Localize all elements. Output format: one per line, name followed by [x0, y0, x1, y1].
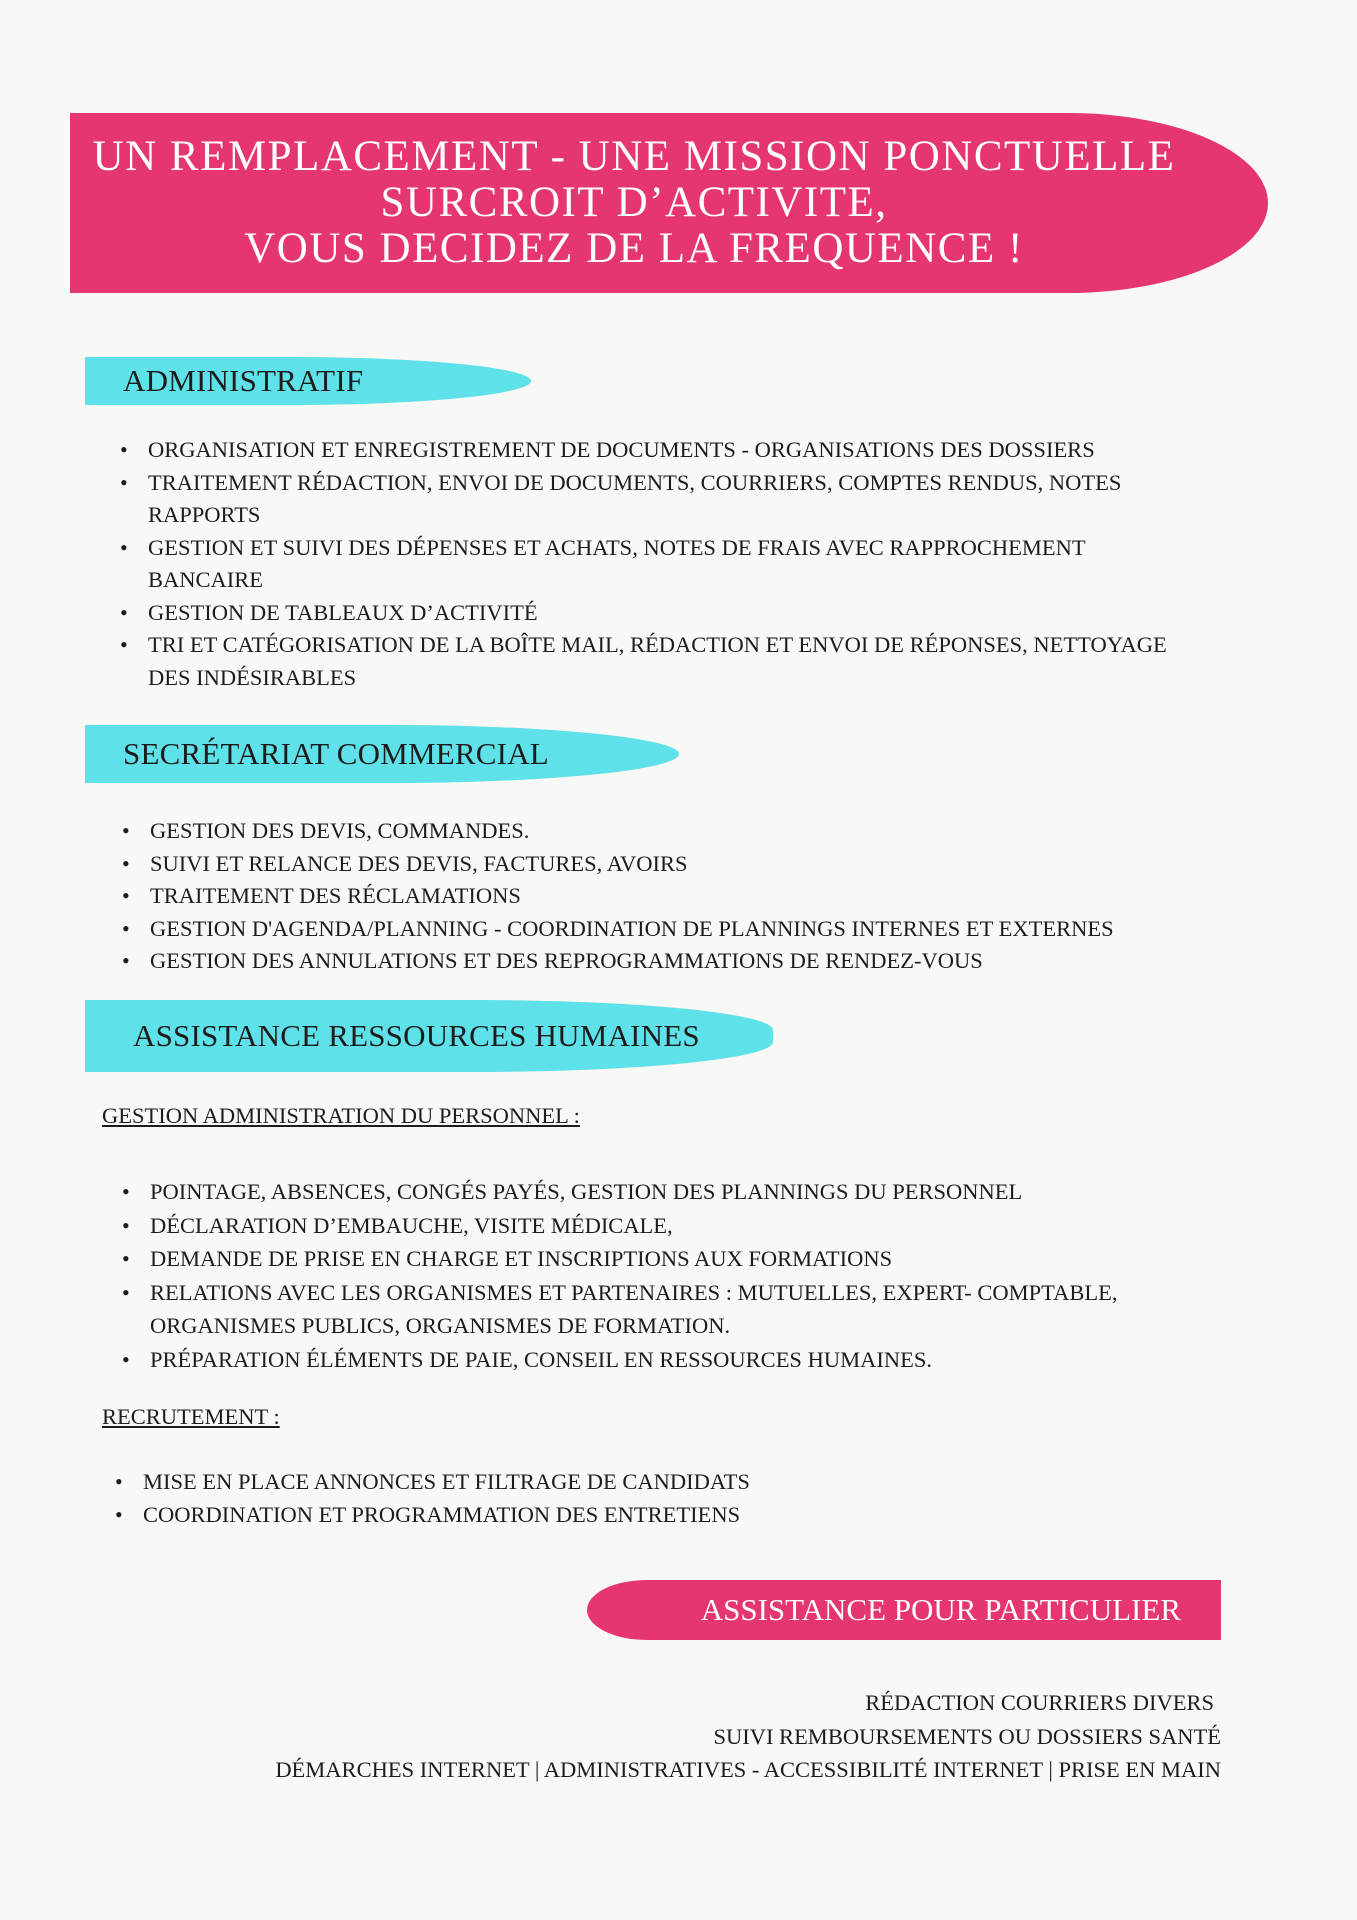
- list-item: • POINTAGE, ABSENCES, CONGÉS PAYÉS, GESTION DES PLANNINGS DU PERSONNEL: [122, 1175, 1232, 1209]
- list-item: • GESTION ET SUIVI DES DÉPENSES ET ACHATS, NOTES DE FRAIS AVEC RAPPROCHEMENT BANCAIRE: [120, 532, 1230, 597]
- recrutement-subheading: RECRUTEMENT :: [102, 1404, 280, 1429]
- section-heading-rh: [85, 1000, 773, 1072]
- personnel-subheading: GESTION ADMINISTRATION DU PERSONNEL :: [102, 1103, 580, 1128]
- section-title: SECRÉTARIAT COMMERCIAL: [123, 736, 549, 771]
- personnel-list: [122, 1175, 1232, 1376]
- list-item: • SUIVI ET RELANCE DES DEVIS, FACTURES, AVOIRS: [122, 848, 1232, 881]
- list-item: • TRAITEMENT DES RÉCLAMATIONS: [122, 880, 1232, 913]
- secretariat-list: [122, 815, 1232, 978]
- list-item: • DÉCLARATION D’EMBAUCHE, VISITE MÉDICALE,: [122, 1209, 1232, 1243]
- section-heading-administratif: [85, 357, 531, 405]
- section-title: ADMINISTRATIF: [123, 363, 364, 398]
- list-item: • GESTION DE TABLEAUX D’ACTIVITÉ: [120, 597, 1230, 630]
- list-item: • DEMANDE DE PRISE EN CHARGE ET INSCRIPTIONS AUX FORMATIONS: [122, 1242, 1232, 1276]
- header-banner: [70, 113, 1268, 293]
- section-heading-secretariat: [85, 725, 679, 783]
- section-heading-particulier: [587, 1580, 1221, 1640]
- list-item: • MISE EN PLACE ANNONCES ET FILTRAGE DE CANDIDATS: [115, 1466, 1225, 1499]
- list-item: • RELATIONS AVEC LES ORGANISMES ET PARTENAIRES : MUTUELLES, EXPERT- COMPTABLE, ORGANISMES PUBLICS, ORGANISMES DE FORMATION.: [122, 1276, 1232, 1343]
- banner-line-3: VOUS DECIDEZ DE LA FREQUENCE !: [244, 225, 1024, 272]
- section-title: ASSISTANCE RESSOURCES HUMAINES: [133, 1018, 700, 1053]
- administratif-list: [120, 434, 1230, 694]
- section-title: ASSISTANCE POUR PARTICULIER: [700, 1592, 1181, 1627]
- particulier-line-3: DÉMARCHES INTERNET | ADMINISTRATIVES - ACCESSIBILITÉ INTERNET | PRISE EN MAIN: [275, 1757, 1221, 1782]
- particulier-lines: [275, 1686, 1221, 1787]
- list-item: • GESTION D'AGENDA/PLANNING - COORDINATION DE PLANNINGS INTERNES ET EXTERNES: [122, 913, 1232, 946]
- list-item: • TRAITEMENT RÉDACTION, ENVOI DE DOCUMENTS, COURRIERS, COMPTES RENDUS, NOTES RAPPORTS: [120, 467, 1230, 532]
- recrutement-list: [115, 1466, 1225, 1531]
- list-item: • PRÉPARATION ÉLÉMENTS DE PAIE, CONSEIL EN RESSOURCES HUMAINES.: [122, 1343, 1232, 1377]
- particulier-line-2: SUIVI REMBOURSEMENTS OU DOSSIERS SANTÉ: [713, 1723, 1221, 1749]
- list-item: • GESTION DES ANNULATIONS ET DES REPROGRAMMATIONS DE RENDEZ-VOUS: [122, 945, 1232, 978]
- list-item: • COORDINATION ET PROGRAMMATION DES ENTRETIENS: [115, 1499, 1225, 1532]
- banner-line-1: UN REMPLACEMENT - UNE MISSION PONCTUELLE: [92, 133, 1176, 180]
- list-item: • ORGANISATION ET ENREGISTREMENT DE DOCUMENTS - ORGANISATIONS DES DOSSIERS: [120, 434, 1230, 467]
- list-item: • TRI ET CATÉGORISATION DE LA BOÎTE MAIL, RÉDACTION ET ENVOI DE RÉPONSES, NETTOYAGE DES INDÉSIRABLES: [120, 629, 1230, 694]
- list-item: • GESTION DES DEVIS, COMMANDES.: [122, 815, 1232, 848]
- banner-line-2: SURCROIT D’ACTIVITE,: [380, 179, 888, 226]
- particulier-line-1: RÉDACTION COURRIERS DIVERS: [865, 1690, 1214, 1715]
